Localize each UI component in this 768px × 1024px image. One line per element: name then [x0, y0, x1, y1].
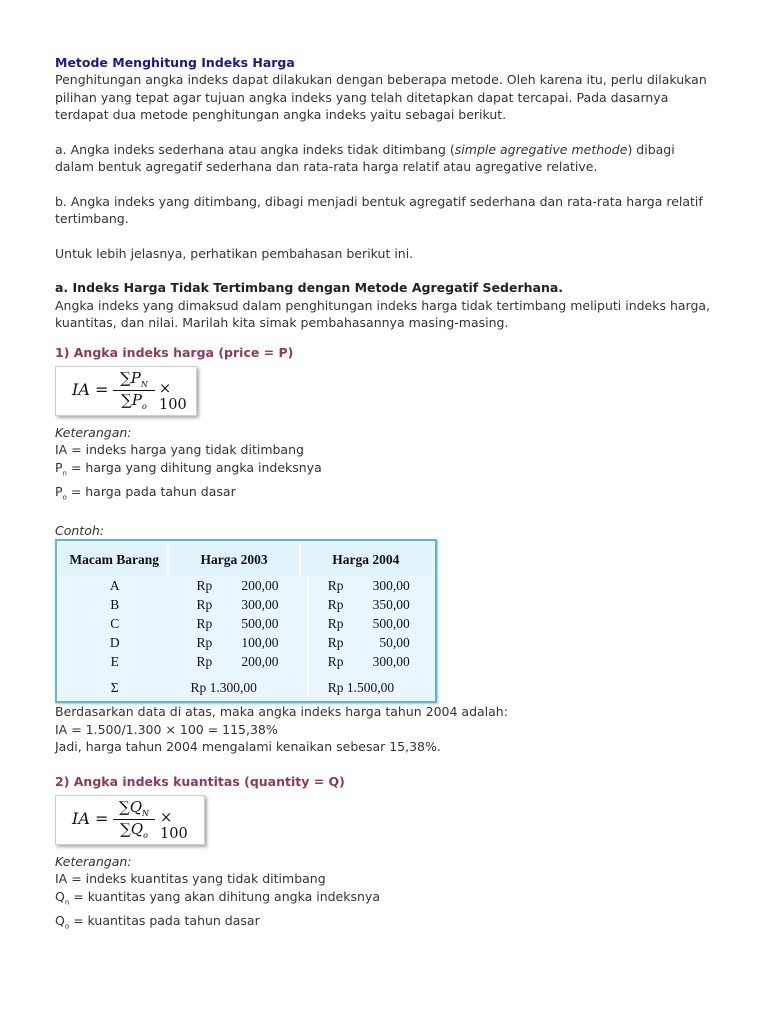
column-header: Harga 2003 — [168, 544, 299, 576]
closing-paragraph: Untuk lebih jelasnya, perhatikan pembahasan berikut ini. — [55, 245, 414, 261]
result-line: IA = 1.500/1.300 × 100 = 115,38% — [55, 721, 278, 737]
page-title: Metode Menghitung Indeks Harga — [55, 55, 295, 70]
price-keterangan-line: $P_n$ = harga yang dihitung angka indeksnya — [55, 459, 322, 477]
table-row: D Rp 100,00 Rp 50,00 — [109, 634, 410, 650]
table-row: E Rp 200,00 Rp 300,00 — [110, 653, 410, 669]
quantity-index-heading: 2) Angka indeks kuantitas (quantity = Q) — [55, 773, 345, 789]
column-header: Harga 2004 — [300, 544, 431, 576]
quantity-keterangan-label: Keterangan: — [55, 853, 132, 869]
table-row: C Rp 500,00 Rp 500,00 — [110, 615, 410, 631]
table-header-row — [61, 544, 431, 576]
section-a-text: Angka indeks yang dimaksud dalam penghitungan indeks harga tidak tertimbang meliputi indeks harga, kuantitas, dan nilai. Marilah kita simak pembahasannya masing-masing. — [55, 297, 711, 330]
column-header: Macam Barang — [61, 544, 168, 576]
table-row: B Rp 300,00 Rp 350,00 — [110, 596, 410, 612]
price-index-formula: IA = $\sum P_N$ $\sum P_o$ × 100 — [55, 366, 197, 416]
price-example-table — [55, 539, 437, 703]
section-a-heading: a. Indeks Harga Tidak Tertimbang dengan Metode Agregatif Sederhana. — [55, 280, 564, 295]
document-page — [55, 54, 715, 936]
point-b-paragraph: b. Angka indeks yang ditimbang, dibagi menjadi bentuk agregatif sederhana dan rata-rata harga relatif tertimbang. — [55, 193, 703, 226]
quantity-keterangan-line: $Q_n$ = kuantitas yang akan dihitung angka indeksnya — [55, 888, 380, 906]
quantity-keterangan-line: IA = indeks kuantitas yang tidak ditimbang — [55, 871, 326, 886]
point-a-paragraph: a. Angka indeks sederhana atau angka indeks tidak ditimbang (simple agregative methode) dibagi dalam bentuk agregatif sederhana dan rata-rata harga relatif atau agregative relative. — [55, 141, 675, 174]
price-keterangan-label: Keterangan: — [55, 424, 132, 440]
price-index-heading: 1) Angka indeks harga (price = P) — [55, 344, 294, 360]
price-keterangan-line: $P_o$ = harga pada tahun dasar — [55, 483, 236, 501]
result-line: Jadi, harga tahun 2004 mengalami kenaikan sebesar 15,38%. — [55, 739, 441, 754]
contoh-label: Contoh: — [55, 522, 104, 538]
result-line: Berdasarkan data di atas, maka angka indeks harga tahun 2004 adalah: — [55, 704, 508, 719]
price-keterangan-line: IA = indeks harga yang tidak ditimbang — [55, 442, 304, 457]
table-row: A Rp 200,00 Rp 300,00 — [109, 577, 410, 593]
intro-paragraph: Penghitungan angka indeks dapat dilakukan dengan beberapa metode. Oleh karena itu, perlu dilakukan pilihan yang tepat agar tujuan angka indeks yang telah ditetapkan dapat tercapai. Pada dasarnya terdapat dua metode penghitungan angka indeks yaitu sebagai berikut. — [55, 72, 707, 122]
quantity-index-formula: IA = $\sum Q_N$ $\sum Q_o$ × 100 — [55, 795, 205, 845]
table-sum-row: Σ Rp 1.300,00 Rp 1.500,00 — [110, 679, 395, 695]
quantity-keterangan-line: $Q_o$ = kuantitas pada tahun dasar — [55, 912, 260, 930]
